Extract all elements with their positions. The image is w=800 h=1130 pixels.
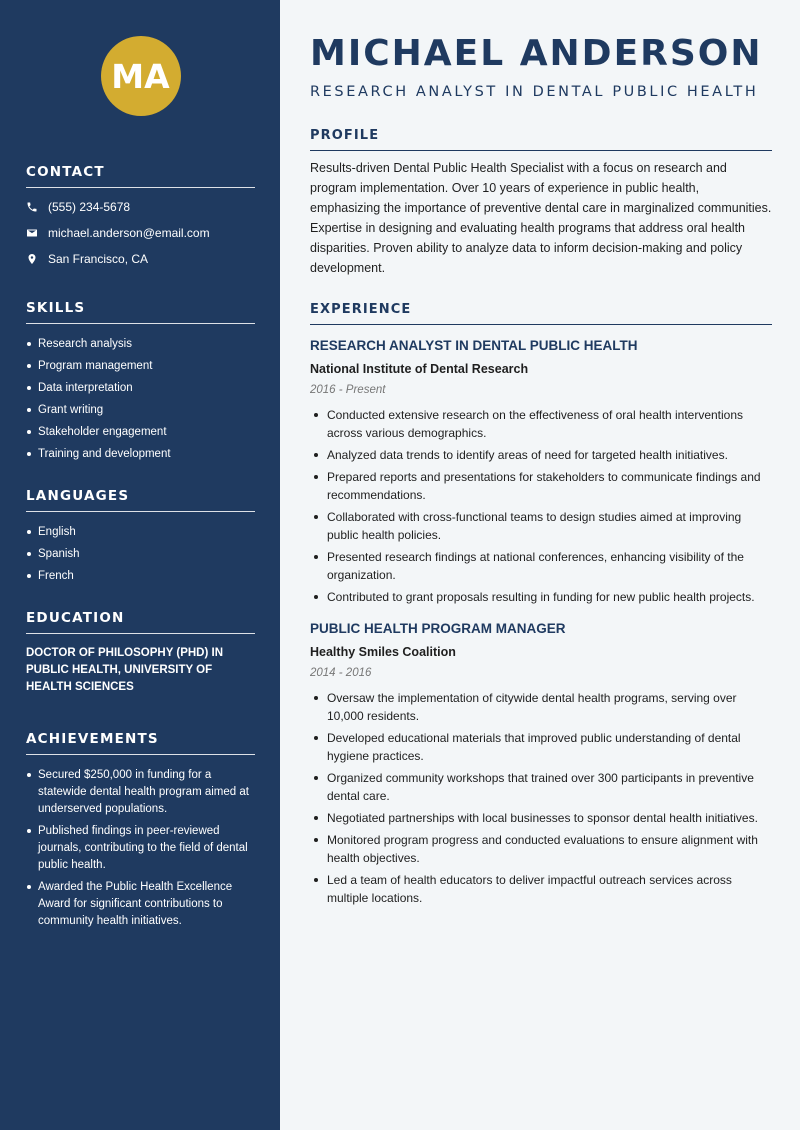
- job-company: National Institute of Dental Research: [310, 362, 529, 376]
- job-bullet: Negotiated partnerships with local businesses to sponsor dental health initiatives.: [310, 809, 772, 827]
- candidate-name: MICHAEL ANDERSON: [310, 33, 763, 74]
- job-bullet: Conducted extensive research on the effectiveness of oral health interventions across various demographics.: [310, 406, 772, 442]
- contact-location: [26, 251, 255, 267]
- phone-icon: [26, 201, 38, 213]
- job-company: Healthy Smiles Coalition: [310, 645, 456, 659]
- job-bullet: Presented research findings at national conferences, enhancing visibility of the organization.: [310, 548, 772, 584]
- language-item: French: [26, 568, 255, 584]
- job-bullet: Organized community workshops that trained over 300 participants in preventive dental care.: [310, 769, 772, 805]
- job-bullet: Led a team of health educators to deliver impactful outreach services across multiple locations.: [310, 871, 772, 907]
- skill-item: Grant writing: [26, 402, 255, 418]
- experience-heading: EXPERIENCE: [310, 302, 772, 325]
- job-bullet: Developed educational materials that improved public understanding of dental hygiene practices.: [310, 729, 772, 765]
- email-icon: [26, 227, 38, 239]
- achievements-section: [26, 731, 255, 930]
- contact-phone: [26, 199, 255, 215]
- job-entry: [310, 337, 772, 606]
- achievements-heading: ACHIEVEMENTS: [26, 731, 255, 755]
- job-bullet: Prepared reports and presentations for stakeholders to communicate findings and recommendations.: [310, 468, 772, 504]
- job-entry: [310, 620, 772, 907]
- job-bullets: [310, 689, 772, 907]
- job-title: PUBLIC HEALTH PROGRAM MANAGER: [310, 621, 566, 636]
- sidebar: [0, 0, 280, 1130]
- skill-item: Training and development: [26, 446, 255, 462]
- languages-list: [26, 524, 255, 584]
- location-pin-icon: [26, 253, 38, 265]
- phone-text: (555) 234-5678: [48, 200, 131, 214]
- achievements-list: [26, 767, 255, 930]
- job-title: RESEARCH ANALYST IN DENTAL PUBLIC HEALTH: [310, 338, 638, 353]
- contact-email: [26, 225, 255, 241]
- experience-section: [310, 302, 772, 907]
- profile-heading: PROFILE: [310, 128, 772, 151]
- skills-heading: SKILLS: [26, 300, 255, 324]
- job-bullet: Analyzed data trends to identify areas of need for targeted health initiatives.: [310, 446, 772, 464]
- job-bullet: Collaborated with cross-functional teams to design studies aimed at improving public health policies.: [310, 508, 772, 544]
- languages-heading: LANGUAGES: [26, 488, 255, 512]
- job-bullet: Oversaw the implementation of citywide dental health programs, serving over 10,000 residents.: [310, 689, 772, 725]
- job-dates: 2014 - 2016: [310, 667, 372, 679]
- language-item: Spanish: [26, 546, 255, 562]
- email-text: michael.anderson@email.com: [48, 226, 210, 240]
- job-bullets: [310, 406, 772, 606]
- skill-item: Data interpretation: [26, 380, 255, 396]
- education-degree: DOCTOR OF PHILOSOPHY (PHD) IN PUBLIC HEALTH, UNIVERSITY OF HEALTH SCIENCES: [26, 647, 224, 693]
- achievement-item: Secured $250,000 in funding for a statewide dental health program aimed at underserved populations.: [26, 767, 255, 818]
- main-content: [310, 0, 772, 911]
- skill-item: Research analysis: [26, 336, 255, 352]
- location-text: San Francisco, CA: [48, 252, 149, 266]
- profile-text: Results-driven Dental Public Health Specialist with a focus on research and program implementation. Over 10 years of experience in public health, emphasizing the importance of preventive dental care in marginalized communities. Expertise in designing and evaluating health programs that address oral health disparities. Proven ability to analyze data to inform decision-making and policy development.: [310, 161, 772, 275]
- skill-item: Program management: [26, 358, 255, 374]
- avatar: MA: [101, 36, 181, 116]
- achievement-item: Published findings in peer-reviewed journals, contributing to the field of dental public health.: [26, 823, 255, 874]
- education-heading: EDUCATION: [26, 610, 255, 634]
- job-bullet: Contributed to grant proposals resulting in funding for new public health projects.: [310, 588, 772, 606]
- skills-list: [26, 336, 255, 462]
- skill-item: Stakeholder engagement: [26, 424, 255, 440]
- achievement-item: Awarded the Public Health Excellence Award for significant contributions to community health initiatives.: [26, 879, 255, 930]
- education-section: [26, 610, 255, 696]
- contact-heading: CONTACT: [26, 164, 255, 188]
- profile-section: [310, 128, 772, 278]
- language-item: English: [26, 524, 255, 540]
- contact-section: [26, 164, 255, 267]
- job-bullet: Monitored program progress and conducted evaluations to ensure alignment with health objectives.: [310, 831, 772, 867]
- job-dates: 2016 - Present: [310, 384, 386, 396]
- skills-section: [26, 300, 255, 462]
- candidate-title: RESEARCH ANALYST IN DENTAL PUBLIC HEALTH: [310, 84, 759, 100]
- languages-section: [26, 488, 255, 584]
